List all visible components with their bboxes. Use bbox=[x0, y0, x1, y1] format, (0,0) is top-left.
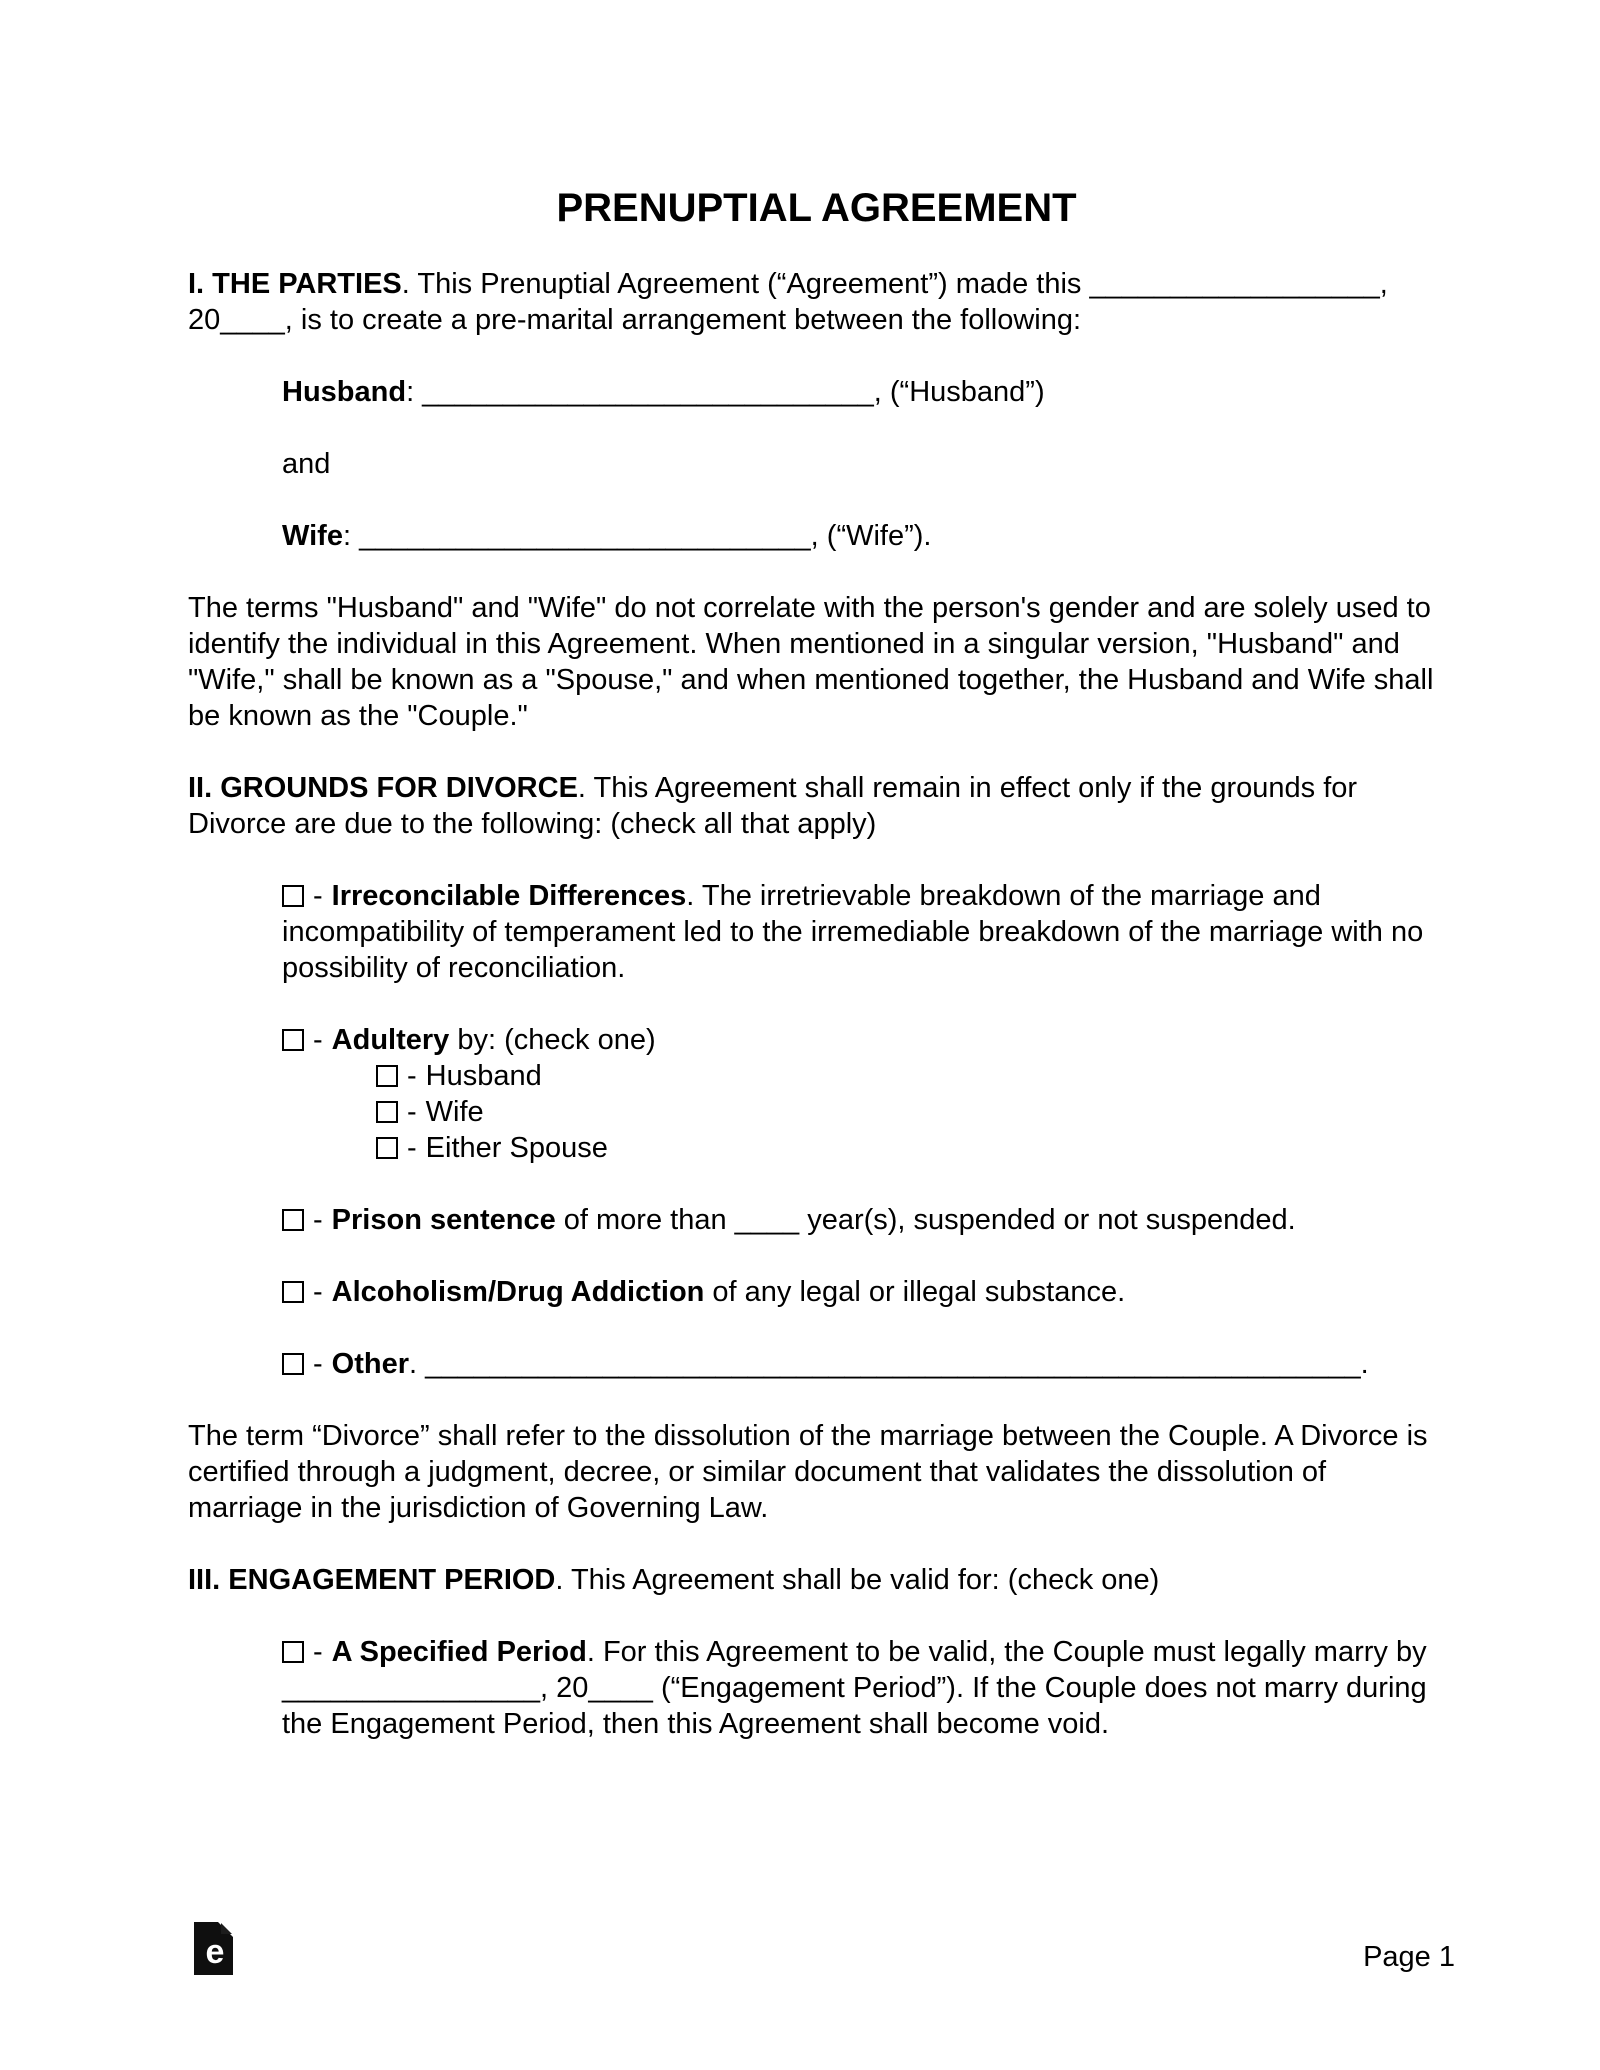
specified-period-text: . For this Agreement to be valid, the Couple must legally marry by ________________, 20____ (“Engagement Period”). If the Couple does not marry during the Engagement Period, then this Agreement shall become void. bbox=[282, 1636, 1427, 1740]
prison-text: of more than ____ year(s), suspended or not suspended. bbox=[555, 1204, 1296, 1236]
eforms-document-icon bbox=[194, 1922, 233, 1975]
adultery-option-label: Either Spouse bbox=[425, 1132, 608, 1164]
section1-intro-paragraph bbox=[188, 266, 1445, 338]
husband-blank-field: : ____________________________, (“Husband”) bbox=[406, 376, 1045, 408]
wife-line bbox=[282, 518, 1445, 554]
terms-paragraph: The terms "Husband" and "Wife" do not correlate with the person's gender and are solely used to identify the individual in this Agreement. When mentioned in a singular version, "Husband" and "Wife," shall be known as a "Spouse," and when mentioned together, the Husband and Wife shall be known as the "Couple." bbox=[188, 592, 1434, 732]
dash-separator: - bbox=[313, 880, 323, 912]
adultery-option-wife bbox=[376, 1094, 1445, 1130]
other-blank-field: . __________________________________________________________. bbox=[409, 1348, 1369, 1380]
adultery-text: by: (check one) bbox=[449, 1024, 656, 1056]
grounds-item-irreconcilable bbox=[282, 878, 1445, 986]
dash-separator: - bbox=[313, 1636, 323, 1668]
section3-intro-paragraph bbox=[188, 1562, 1445, 1598]
wife-label: Wife bbox=[282, 520, 343, 552]
document-title: PRENUPTIAL AGREEMENT bbox=[556, 186, 1077, 230]
adultery-label: Adultery bbox=[331, 1024, 450, 1056]
alcoholism-checkbox-icon[interactable] bbox=[282, 1281, 304, 1303]
adultery-husband-checkbox-icon[interactable] bbox=[376, 1065, 398, 1087]
section2-heading: II. GROUNDS FOR DIVORCE bbox=[188, 772, 578, 804]
adultery-option-label: Husband bbox=[425, 1060, 542, 1092]
irreconcilable-label: Irreconcilable Differences bbox=[331, 880, 687, 912]
section3-heading: III. ENGAGEMENT PERIOD bbox=[188, 1564, 556, 1596]
dash-separator: - bbox=[313, 1024, 323, 1056]
dash-separator: - bbox=[407, 1132, 417, 1164]
other-label: Other bbox=[331, 1348, 410, 1380]
adultery-option-husband bbox=[376, 1058, 1445, 1094]
husband-label: Husband bbox=[282, 376, 407, 408]
section1-heading: I. THE PARTIES bbox=[188, 268, 402, 300]
adultery-option-label: Wife bbox=[425, 1096, 484, 1128]
grounds-item-alcoholism bbox=[282, 1274, 1445, 1310]
specified-period-checkbox-icon[interactable] bbox=[282, 1641, 304, 1663]
adultery-checkbox-icon[interactable] bbox=[282, 1029, 304, 1051]
document-content bbox=[188, 186, 1445, 1742]
section2-intro-text: . This Agreement shall remain in effect only if the grounds for Divorce are due to the following: (check all that apply) bbox=[188, 772, 1358, 840]
irreconcilable-text: . The irretrievable breakdown of the marriage and incompatibility of temperament led to the irremediable breakdown of the marriage with no possibility of reconciliation. bbox=[282, 880, 1424, 984]
dash-separator: - bbox=[313, 1348, 323, 1380]
section1-intro-text: . This Prenuptial Agreement (“Agreement”) made this __________________, 20____, is to create a pre-marital arrangement between the following: bbox=[188, 268, 1388, 336]
section2-intro-paragraph bbox=[188, 770, 1445, 842]
conjunction-line: and bbox=[282, 448, 331, 480]
logo-letter: e bbox=[205, 1933, 225, 1971]
grounds-item-other bbox=[282, 1346, 1445, 1382]
adultery-option-either-spouse bbox=[376, 1130, 1445, 1166]
page-number: Page 1 bbox=[1363, 1941, 1455, 1973]
dash-separator: - bbox=[407, 1060, 417, 1092]
grounds-item-adultery bbox=[282, 1022, 1445, 1058]
dash-separator: - bbox=[407, 1096, 417, 1128]
specified-period-label: A Specified Period bbox=[331, 1636, 587, 1668]
adultery-either-spouse-checkbox-icon[interactable] bbox=[376, 1137, 398, 1159]
wife-blank-field: : ____________________________, (“Wife”). bbox=[342, 520, 932, 552]
adultery-wife-checkbox-icon[interactable] bbox=[376, 1101, 398, 1123]
husband-line bbox=[282, 374, 1445, 410]
irreconcilable-checkbox-icon[interactable] bbox=[282, 885, 304, 907]
engagement-item-specified-period bbox=[282, 1634, 1445, 1742]
alcoholism-label: Alcoholism/Drug Addiction bbox=[331, 1276, 705, 1308]
prison-checkbox-icon[interactable] bbox=[282, 1209, 304, 1231]
dash-separator: - bbox=[313, 1276, 323, 1308]
alcoholism-text: of any legal or illegal substance. bbox=[704, 1276, 1126, 1308]
grounds-item-prison bbox=[282, 1202, 1445, 1238]
prison-label: Prison sentence bbox=[331, 1204, 556, 1236]
dash-separator: - bbox=[313, 1204, 323, 1236]
divorce-definition-paragraph: The term “Divorce” shall refer to the dissolution of the marriage between the Couple. A Divorce is certified through a judgment, decree, or similar document that validates the dissolution of marriage in the jurisdiction of Governing Law. bbox=[188, 1420, 1428, 1524]
section3-intro-text: . This Agreement shall be valid for: (check one) bbox=[555, 1564, 1160, 1596]
other-checkbox-icon[interactable] bbox=[282, 1353, 304, 1375]
